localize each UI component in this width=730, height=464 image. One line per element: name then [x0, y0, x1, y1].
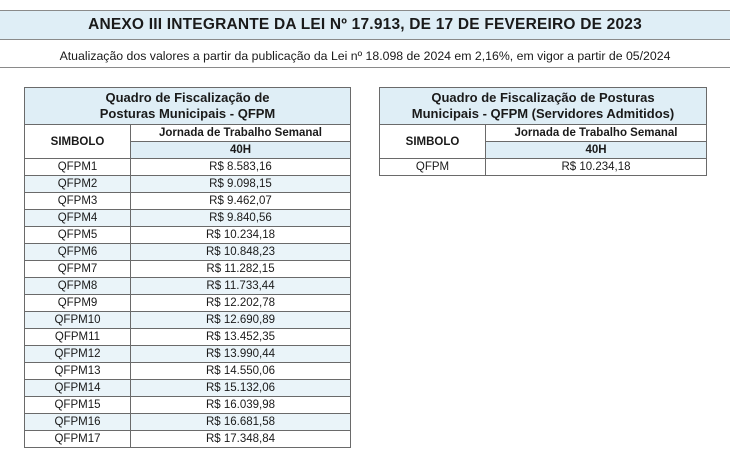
valor-cell: R$ 16.681,58 [131, 414, 351, 431]
simbolo-cell: QFPM8 [25, 278, 131, 295]
qfpm-admitidos-col-40h: 40H [486, 142, 707, 159]
simbolo-cell: QFPM16 [25, 414, 131, 431]
page-subtitle-text: Atualização dos valores a partir da publicação da Lei nº 18.098 de 2024 em 2,16%, em vigor a partir de 05/2024 [59, 48, 671, 63]
page-title-text: ANEXO III INTEGRANTE DA LEI Nº 17.913, DE 17 DE FEVEREIRO DE 2023 [88, 16, 642, 33]
valor-cell: R$ 15.132,06 [131, 380, 351, 397]
valor-cell: R$ 17.348,84 [131, 431, 351, 448]
valor-cell: R$ 10.234,18 [131, 227, 351, 244]
qfpm-table-caption [25, 88, 351, 125]
simbolo-cell: QFPM7 [25, 261, 131, 278]
simbolo-cell: QFPM17 [25, 431, 131, 448]
table-row [25, 363, 351, 380]
page-title [0, 10, 730, 40]
qfpm-col-simbolo: SIMBOLO [25, 125, 131, 159]
simbolo-cell: QFPM9 [25, 295, 131, 312]
table-row [25, 312, 351, 329]
qfpm-col-40h: 40H [131, 142, 351, 159]
qfpm-col-jornada: Jornada de Trabalho Semanal [131, 125, 351, 142]
table-row [25, 227, 351, 244]
valor-cell: R$ 12.202,78 [131, 295, 351, 312]
simbolo-cell: QFPM2 [25, 176, 131, 193]
valor-cell: R$ 9.840,56 [131, 210, 351, 227]
simbolo-cell: QFPM6 [25, 244, 131, 261]
table-row [25, 414, 351, 431]
table-row [380, 159, 707, 176]
table-row [25, 329, 351, 346]
qfpm-admitidos-caption-line1: Quadro de Fiscalização de Posturas [431, 90, 655, 105]
table-row [25, 193, 351, 210]
simbolo-cell: QFPM14 [25, 380, 131, 397]
simbolo-cell: QFPM13 [25, 363, 131, 380]
table-row [25, 346, 351, 363]
table-row [25, 380, 351, 397]
simbolo-cell: QFPM10 [25, 312, 131, 329]
table-row [25, 261, 351, 278]
table-row [25, 210, 351, 227]
qfpm-admitidos-col-jornada: Jornada de Trabalho Semanal [486, 125, 707, 142]
qfpm-admitidos-caption-line2: Municipais - QFPM (Servidores Admitidos) [411, 106, 675, 121]
valor-cell: R$ 11.282,15 [131, 261, 351, 278]
qfpm-admitidos-table [379, 87, 707, 176]
valor-cell: R$ 8.583,16 [131, 159, 351, 176]
qfpm-table-body [25, 159, 351, 448]
valor-cell: R$ 12.690,89 [131, 312, 351, 329]
table-row [25, 244, 351, 261]
qfpm-table-caption-line2: Posturas Municipais - QFPM [99, 106, 276, 121]
valor-cell: R$ 10.234,18 [486, 159, 707, 176]
table-row [25, 159, 351, 176]
valor-cell: R$ 14.550,06 [131, 363, 351, 380]
valor-cell: R$ 13.452,35 [131, 329, 351, 346]
valor-cell: R$ 13.990,44 [131, 346, 351, 363]
table-row [25, 176, 351, 193]
table-row [25, 431, 351, 448]
valor-cell: R$ 9.462,07 [131, 193, 351, 210]
qfpm-admitidos-table-body [380, 159, 707, 176]
qfpm-admitidos-col-simbolo: SIMBOLO [380, 125, 486, 159]
simbolo-cell: QFPM5 [25, 227, 131, 244]
simbolo-cell: QFPM1 [25, 159, 131, 176]
simbolo-cell: QFPM12 [25, 346, 131, 363]
qfpm-table [24, 87, 351, 448]
simbolo-cell: QFPM11 [25, 329, 131, 346]
valor-cell: R$ 16.039,98 [131, 397, 351, 414]
simbolo-cell: QFPM15 [25, 397, 131, 414]
valor-cell: R$ 9.098,15 [131, 176, 351, 193]
qfpm-table-caption-line1: Quadro de Fiscalização de [105, 90, 270, 105]
qfpm-admitidos-table-caption [380, 88, 707, 125]
simbolo-cell: QFPM [380, 159, 486, 176]
valor-cell: R$ 11.733,44 [131, 278, 351, 295]
table-row [25, 278, 351, 295]
simbolo-cell: QFPM3 [25, 193, 131, 210]
page-subtitle [0, 44, 730, 68]
table-row [25, 295, 351, 312]
table-row [25, 397, 351, 414]
valor-cell: R$ 10.848,23 [131, 244, 351, 261]
simbolo-cell: QFPM4 [25, 210, 131, 227]
